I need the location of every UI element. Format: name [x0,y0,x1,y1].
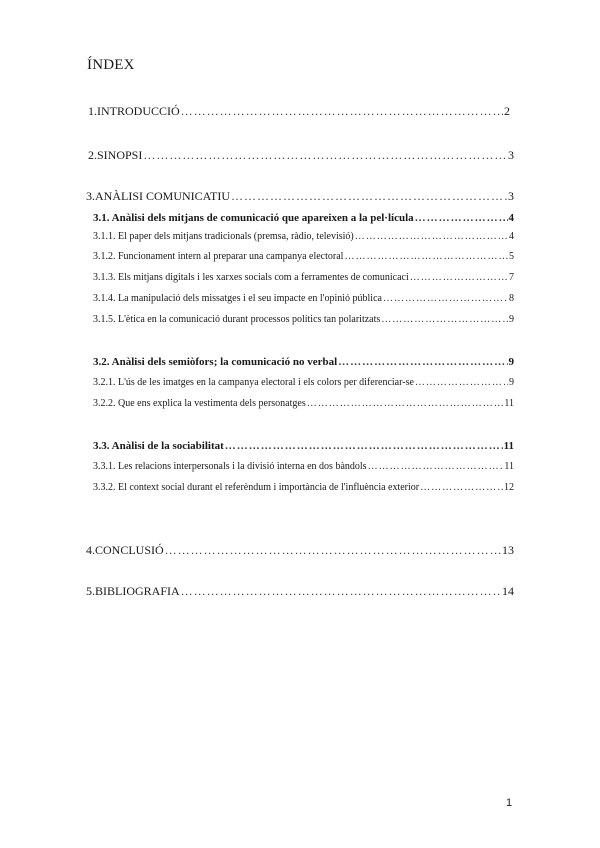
leader-dots [415,377,508,388]
leader-dots [381,314,508,325]
toc-entry-3-1-2[interactable] [93,251,514,262]
toc-entry-page: 3 [508,189,514,203]
leader-dots [410,272,508,283]
leader-dots [307,398,504,409]
toc-entry-label: 5.BIBLIOGRAFIA [86,584,180,598]
toc-entry-page: 13 [502,543,514,557]
toc-entry-page: 11 [503,440,514,452]
leader-dots [143,148,507,163]
leader-dots [338,356,507,368]
toc-entry-label: 3.1.4. La manipulació dels missatges i el seu impacte en l'opinió pública [93,293,382,304]
toc-entry-page: 12 [504,482,514,493]
leader-dots [368,461,504,472]
toc-entry-label: 3.1. Anàlisi dels mitjans de comunicació que apareixen a la pel·lícula [93,212,414,224]
leader-dots [225,440,503,452]
leader-dots [181,104,503,119]
leader-dots [181,584,501,599]
toc-entry-page: 9 [509,314,514,325]
toc-entry-3-3-1[interactable] [93,461,514,472]
toc-entry-label: 3.3. Anàlisi de la sociabilitat [93,440,224,452]
toc-entry-page: 14 [502,584,514,598]
leader-dots [420,482,503,493]
toc-entry-introduccio[interactable] [88,104,510,119]
toc-entry-label: 3.1.5. L'ètica en la comunicació durant processos polítics tan polaritzats [93,314,381,325]
toc-entry-page: 9 [508,356,514,368]
toc-entry-3-2-2[interactable] [93,398,514,409]
index-title: ÍNDEX [87,57,135,73]
leader-dots [231,189,507,204]
toc-entry-label: 3.ANÀLISI COMUNICATIU [86,189,230,203]
leader-dots [165,543,501,558]
leader-dots [415,212,508,224]
leader-dots [383,293,508,304]
leader-dots [344,251,508,262]
toc-entry-page: 7 [509,272,514,283]
toc-entry-3-3-2[interactable] [93,482,514,493]
toc-entry-3-2[interactable] [93,356,514,368]
toc-entry-label: 1.INTRODUCCIÓ [88,104,180,118]
toc-entry-label: 3.2. Anàlisi dels semiòfors; la comunicació no verbal [93,356,338,368]
toc-entry-label: 3.1.3. Els mitjans digitals i les xarxes socials com a ferramentes de comunicaci [93,272,409,283]
toc-entry-conclusio[interactable] [86,543,514,558]
toc-entry-label: 3.3.2. El context social durant el referèndum i importància de l'influència exterior [93,482,420,493]
toc-entry-3-2-1[interactable] [93,377,514,388]
toc-entry-page: 11 [504,398,514,409]
toc-entry-3-1[interactable] [93,212,514,224]
toc-entry-3-1-4[interactable] [93,293,514,304]
toc-entry-3-1-3[interactable] [93,272,514,283]
toc-entry-sinopsi[interactable] [88,148,514,163]
toc-entry-bibliografia[interactable] [86,584,514,599]
toc-entry-page: 4 [508,212,514,224]
page-number: 1 [506,797,513,809]
toc-entry-label: 2.SINOPSI [88,148,143,162]
leader-dots [355,231,508,242]
toc-entry-3-3[interactable] [93,440,514,452]
toc-entry-page: 2 [504,104,510,118]
toc-entry-page: 5 [509,251,514,262]
toc-entry-page: 11 [504,461,514,472]
toc-entry-label: 3.2.1. L'ús de les imatges en la campanya electoral i els colors per diferenciar-se [93,377,414,388]
toc-entry-label: 3.3.1. Les relacions interpersonals i la divisió interna en dos bàndols [93,461,367,472]
toc-entry-page: 8 [509,293,514,304]
toc-entry-page: 4 [509,231,514,242]
toc-entry-label: 3.1.2. Funcionament intern al preparar una campanya electoral [93,251,344,262]
toc-entry-label: 3.2.2. Que ens explica la vestimenta dels personatges [93,398,306,409]
toc-entry-3-1-1[interactable] [93,231,514,242]
toc-entry-label: 3.1.1. El paper dels mitjans tradicionals (premsa, ràdio, televisió) [93,231,354,242]
toc-entry-analisi-comunicatiu[interactable] [86,189,514,204]
toc-entry-page: 3 [508,148,514,162]
toc-entry-page: 9 [509,377,514,388]
toc-entry-3-1-5[interactable] [93,314,514,325]
toc-entry-label: 4.CONCLUSIÓ [86,543,164,557]
